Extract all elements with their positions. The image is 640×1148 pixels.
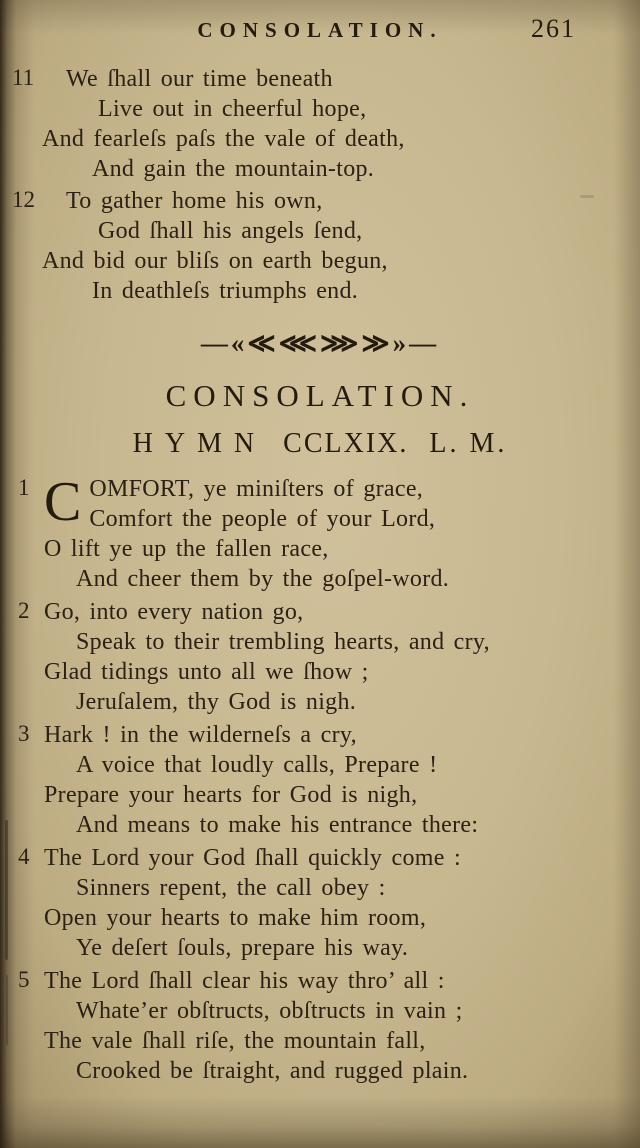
hymn-heading	[0, 424, 640, 464]
verse-number: 3	[18, 721, 30, 746]
verse-number: 1	[18, 475, 30, 500]
verse-line: And fearleſs paſs the vale of death,	[42, 126, 405, 152]
hymn-verse-2	[0, 597, 640, 717]
verse-line: To gather home his own,	[66, 188, 323, 214]
verse-line: Prepare your hearts for God is nigh,	[44, 782, 418, 808]
verse-number: 5	[18, 967, 30, 992]
verse-line: And means to make his entrance there:	[76, 812, 479, 838]
page-number: 261	[531, 14, 576, 43]
verse-line: Comfort the people of your Lord,	[89, 506, 436, 532]
hymn-number: CCLXIX.	[283, 428, 409, 459]
verse-line: The Lord your God ſhall quickly come :	[44, 845, 461, 871]
verse-line: The Lord ſhall clear his way thro’ all :	[44, 968, 445, 994]
verse-number: 11	[12, 65, 35, 90]
verse-line: Open your hearts to make him room,	[44, 905, 427, 931]
hymn-label: HYMN	[132, 428, 267, 459]
section-title: CONSOLATION.	[165, 378, 475, 413]
verse-line: A voice that loudly calls, Prepare !	[76, 752, 438, 778]
previous-hymn-verses	[0, 64, 640, 306]
verse-line: We ſhall our time beneath	[66, 66, 333, 92]
verse-line: O lift ye up the fallen race,	[44, 536, 329, 562]
verse-line: Speak to their trembling hearts, and cry,	[76, 629, 490, 655]
page-header	[40, 14, 600, 48]
verse-line: And bid our bliſs on earth begun,	[42, 248, 388, 274]
verse-line: OMFORT, ye miniſters of grace,	[89, 476, 424, 502]
verse-line: Crooked be ſtraight, and rugged plain.	[76, 1058, 469, 1084]
verse-line: In deathleſs triumphs end.	[92, 278, 359, 304]
hymn-verse-3	[0, 720, 640, 840]
hymn-verse-1	[0, 471, 640, 594]
ornament-divider: —«≪⋘⋙≫»—	[200, 328, 440, 358]
verse-12	[0, 186, 640, 306]
verse-line: And cheer them by the goſpel-word.	[76, 566, 450, 592]
verse-line: And gain the mountain-top.	[92, 156, 375, 182]
verse-number: 4	[18, 844, 30, 869]
verse-line: The vale ſhall riſe, the mountain fall,	[44, 1028, 426, 1054]
verse-line: Live out in cheerful hope,	[98, 96, 367, 122]
verse-number: 12	[12, 187, 35, 212]
verse-number: 2	[18, 598, 30, 623]
hymn-verses	[0, 471, 640, 1086]
verse-11	[0, 64, 640, 184]
verse-line: Glad tidings unto all we ſhow ;	[44, 659, 369, 685]
verse-line: Go, into every nation go,	[44, 599, 304, 625]
hymn-meter: L. M.	[429, 428, 508, 459]
running-title: CONSOLATION.	[197, 18, 443, 42]
verse-line: Whate’er obſtructs, obſtructs in vain ;	[76, 998, 463, 1024]
verse-line: Jeruſalem, thy God is nigh.	[76, 689, 357, 715]
verse-line: Ye deſert ſouls, prepare his way.	[76, 935, 409, 961]
verse-line: Hark ! in the wilderneſs a cry,	[44, 722, 357, 748]
hymn-verse-5	[0, 966, 640, 1086]
hymn-verse-4	[0, 843, 640, 963]
verse-line: God ſhall his angels ſend,	[98, 218, 363, 244]
drop-cap: C	[44, 471, 82, 533]
verse-line: Sinners repent, the call obey :	[76, 875, 386, 901]
